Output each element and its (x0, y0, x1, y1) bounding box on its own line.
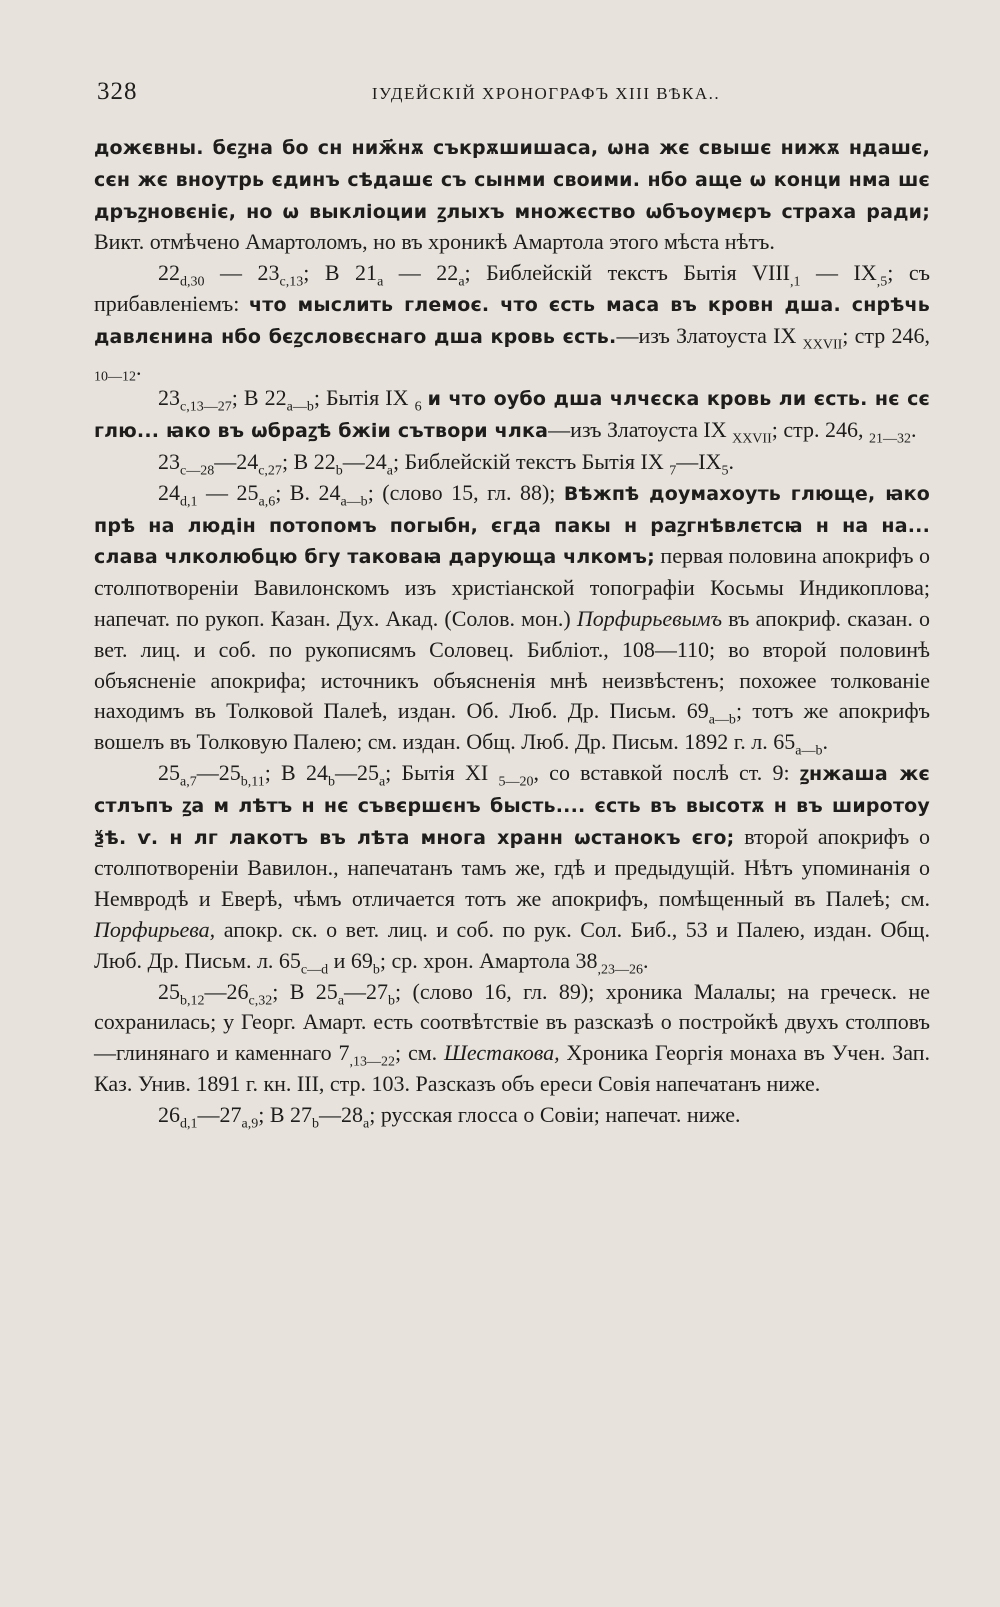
subscript-reference: a,6 (258, 494, 276, 510)
text-run: ; (слово 16, гл. 89); хроника Малалы; на греческ. не сохранилась; у Георг. Амарт. есть соотвѣтствіе въ разсказѣ о постройкѣ двухъ столповъ—глинянаго и каменнаго 7 (94, 978, 930, 1066)
subscript-reference: XXVII (732, 431, 772, 447)
text-run: ; В 21 (303, 260, 378, 286)
subscript-reference: a (363, 1116, 370, 1132)
subscript-reference: a—b (340, 494, 368, 510)
text-run: ; (слово 15, гл. 88); (367, 479, 564, 505)
subscript-reference: b,12 (180, 992, 205, 1008)
text-run: ; В 22 (231, 385, 287, 411)
subscript-reference: b (372, 962, 380, 978)
subscript-reference: a (386, 463, 393, 479)
page-header (97, 78, 935, 118)
subscript-reference: c,13 (279, 274, 304, 290)
text-run: — IX (800, 260, 877, 286)
text-run: 25 (158, 978, 180, 1004)
subscript-reference: c,32 (248, 992, 273, 1008)
text-run: апокр. ск. о вет. лиц. и соб. по рук. Сол. Биб., 53 и Палею, издан. Общ. Люб. Др. Письм. л. 65 (94, 916, 930, 973)
text-run: второй апокрифъ о столпотвореніи Вавилон., напечатанъ тамъ же, гдѣ и предыдущій. Нѣтъ упоминанія о Немвродѣ и Еверѣ, чѣмъ отличается тотъ же апокрифъ, помѣщенный въ Палеѣ; см. (94, 823, 930, 912)
subscript-reference: d,30 (180, 274, 205, 290)
text-run: ; Библейскій текстъ Бытія IX (392, 448, 670, 474)
text-run: —изъ Златоуста IX (616, 322, 803, 348)
subscript-reference: a—b (708, 712, 736, 728)
church-slavonic-quote: и что оубо дша члчєска кровь ли єсть. нє сє глю... ꙗко въ ѡбраꙁѣ бжіи сътвори члка (94, 388, 931, 443)
text-run: 23 (158, 385, 180, 411)
paragraph (94, 132, 930, 258)
subscript-reference: a,7 (180, 774, 197, 790)
text-run: ; стр. 246, (771, 417, 869, 443)
text-run: . (822, 729, 828, 755)
text-run: 22 (158, 260, 180, 286)
subscript-reference: ,1 (790, 274, 801, 290)
text-run: , со вставкой послѣ ст. 9: (533, 759, 800, 785)
subscript-reference: c—d (300, 962, 329, 978)
text-run: Викт. отмѣчено Амартоломъ, но въ хроникѣ Амартола этого мѣста нѣтъ. (94, 229, 775, 255)
text-run: ; стр 246, (842, 322, 930, 348)
paragraph (94, 258, 930, 383)
text-run: ; съ прибавленіемъ: (94, 260, 931, 316)
text-run: ; русская глосса о Совіи; напечат. ниже. (369, 1101, 741, 1127)
paragraph (94, 447, 930, 478)
subscript-reference: XXVII (802, 337, 843, 353)
text-run: первая половина апокрифъ о столпотвореніи Вавилонскомъ изъ христіанской топографіи Косьмы Индикоплова; напечат. по рукоп. Казан. Дух. Акад. (Солов. мон.) (94, 543, 930, 631)
text-run: ; см. (394, 1040, 444, 1066)
church-slavonic-quote: что мыслить глемоє. что єсть маса въ кровн дша. снрѣчь давлєнина нбо бєꙁсловєснаго дша кровь єсть. (94, 293, 930, 348)
subscript-reference: c—28 (180, 463, 215, 479)
subscript-reference: 21—32 (869, 431, 911, 447)
subscript-reference: a (377, 274, 384, 290)
text-run: ; Бытія XI (385, 759, 499, 785)
subscript-reference: c,27 (258, 463, 282, 479)
paragraph (94, 758, 930, 977)
text-run: —IX (676, 448, 722, 474)
subscript-reference: b (335, 463, 343, 479)
text-run: ; В 27 (258, 1101, 313, 1127)
subscript-reference: b,11 (240, 774, 265, 790)
subscript-reference: 10—12 (94, 368, 136, 384)
subscript-reference: d,1 (180, 1116, 198, 1132)
text-run: ; ср. хрон. Амартола 38 (379, 947, 598, 973)
text-run: . (911, 417, 917, 443)
text-run: ; В 24 (264, 759, 328, 785)
subscript-reference: a (378, 774, 386, 790)
text-run: въ апокриф. сказан. о вет. лиц. и соб. по рукописямъ Соловец. Библіот., 108—110; во второй половинѣ объясненіе апокрифа; источникъ объясненія мнѣ неизвѣстенъ; похожее толкованіе находимъ въ Толковой Палеѣ, издан. Об. Люб. Др. Письм. 69 (94, 605, 931, 724)
text-run: — 25 (197, 479, 259, 505)
church-slavonic-quote: Вѣжпѣ доумахоуть глюще, ꙗко прѣ на людін потопомъ погыбн, єгда пакы н раꙁгнѣвлєтсꙗ н на на... слава члколюбцю бгу таковаꙗ дарующа члкомъ; (94, 482, 930, 569)
subscript-reference: 6 (414, 399, 422, 415)
text-run: . (728, 448, 734, 474)
paragraph (94, 383, 930, 447)
subscript-reference: c,13—27 (180, 399, 232, 415)
text-run: ; Библейскій текстъ Бытія VIII (464, 260, 790, 286)
text-run: —27 (197, 1101, 242, 1127)
text-run: 25 (158, 759, 180, 785)
page-number: 328 (97, 78, 138, 105)
text-run: . (642, 947, 649, 973)
text-run: ; В 22 (281, 448, 336, 474)
text-run: —изъ Златоуста IX (548, 417, 733, 443)
text-run: ; Бытія IX (313, 385, 415, 411)
text-run: —25 (334, 759, 379, 785)
subscript-reference: b (388, 992, 396, 1008)
paragraph (94, 977, 930, 1100)
italic-author-name: Порфирьевымъ (576, 605, 723, 631)
text-run: — 23 (204, 260, 280, 286)
subscript-reference: a (337, 992, 345, 1008)
church-slavonic-quote: ꙁнжаша жє стлъпъ ꙁа м лѣтъ н нє съвєршєнъ бысть.... єсть въ высотѫ н въ широтоу ѯѣ. ѵ. н лг лакотъ въ лѣта многа хранн ѡстанокъ єго; (94, 762, 930, 849)
text-run: —25 (196, 759, 241, 785)
text-run: . (136, 354, 142, 380)
text-run: Хроника Георгія монаха въ Учен. Зап. Каз. Унив. 1891 г. кн. III, стр. 103. Разсказъ объ ереси Совія напечатанъ ниже. (94, 1040, 930, 1096)
italic-author-name: Порфирьева, (94, 916, 216, 942)
subscript-reference: b (327, 774, 335, 790)
text-run: 26 (158, 1101, 180, 1127)
text-run: —28 (319, 1101, 364, 1127)
text-run: —24 (342, 448, 387, 474)
subscript-reference: ,23—26 (597, 962, 643, 978)
paragraph (94, 478, 930, 758)
text-run: —27 (344, 978, 389, 1004)
text-run: ; В. 24 (275, 479, 341, 505)
subscript-reference: a,9 (241, 1116, 259, 1132)
subscript-reference: a—b (286, 399, 314, 415)
subscript-reference: ,13—22 (349, 1054, 395, 1070)
text-run: —24 (214, 448, 259, 474)
text-run: ; тотъ же апокрифъ вошелъ въ Толковую Палею; см. издан. Общ. Люб. Др. Письм. 1892 г. л. 65 (94, 698, 931, 755)
paragraph (94, 1100, 930, 1131)
text-run: ; В 25 (272, 978, 338, 1004)
subscript-reference: b (312, 1116, 320, 1132)
subscript-reference: ,5 (876, 274, 888, 290)
running-title: ІУДЕЙСКІЙ ХРОНОГРАФЪ XIII ВѢКА.. (371, 84, 721, 103)
subscript-reference: d,1 (180, 494, 198, 510)
text-run: 24 (158, 479, 180, 505)
italic-author-name: Шестакова, (443, 1040, 560, 1066)
church-slavonic-quote: дожєвны. бєꙁна бо сн ниж҃нѫ съкрѫшишаса, ѡна жє свышє нижѫ ндашє, сєн жє вноутрь єдинъ сѣдашє съ сынми своими. нбо аще ѡ конци нма шє дръꙁновєніє, но ѡ выкліоции ꙁлыхъ множєство ѡбъоумєръ страха ради; (94, 137, 930, 223)
subscript-reference: a—b (795, 743, 823, 759)
subscript-reference: 5 (721, 463, 729, 479)
subscript-reference: 5—20 (498, 774, 534, 790)
page-body (94, 132, 930, 1131)
subscript-reference: a (458, 274, 465, 290)
text-run: и 69 (328, 947, 373, 973)
text-run: —26 (204, 978, 249, 1004)
text-run: 23 (158, 448, 180, 474)
text-run: — 22 (383, 260, 459, 286)
subscript-reference: 7 (669, 463, 677, 479)
